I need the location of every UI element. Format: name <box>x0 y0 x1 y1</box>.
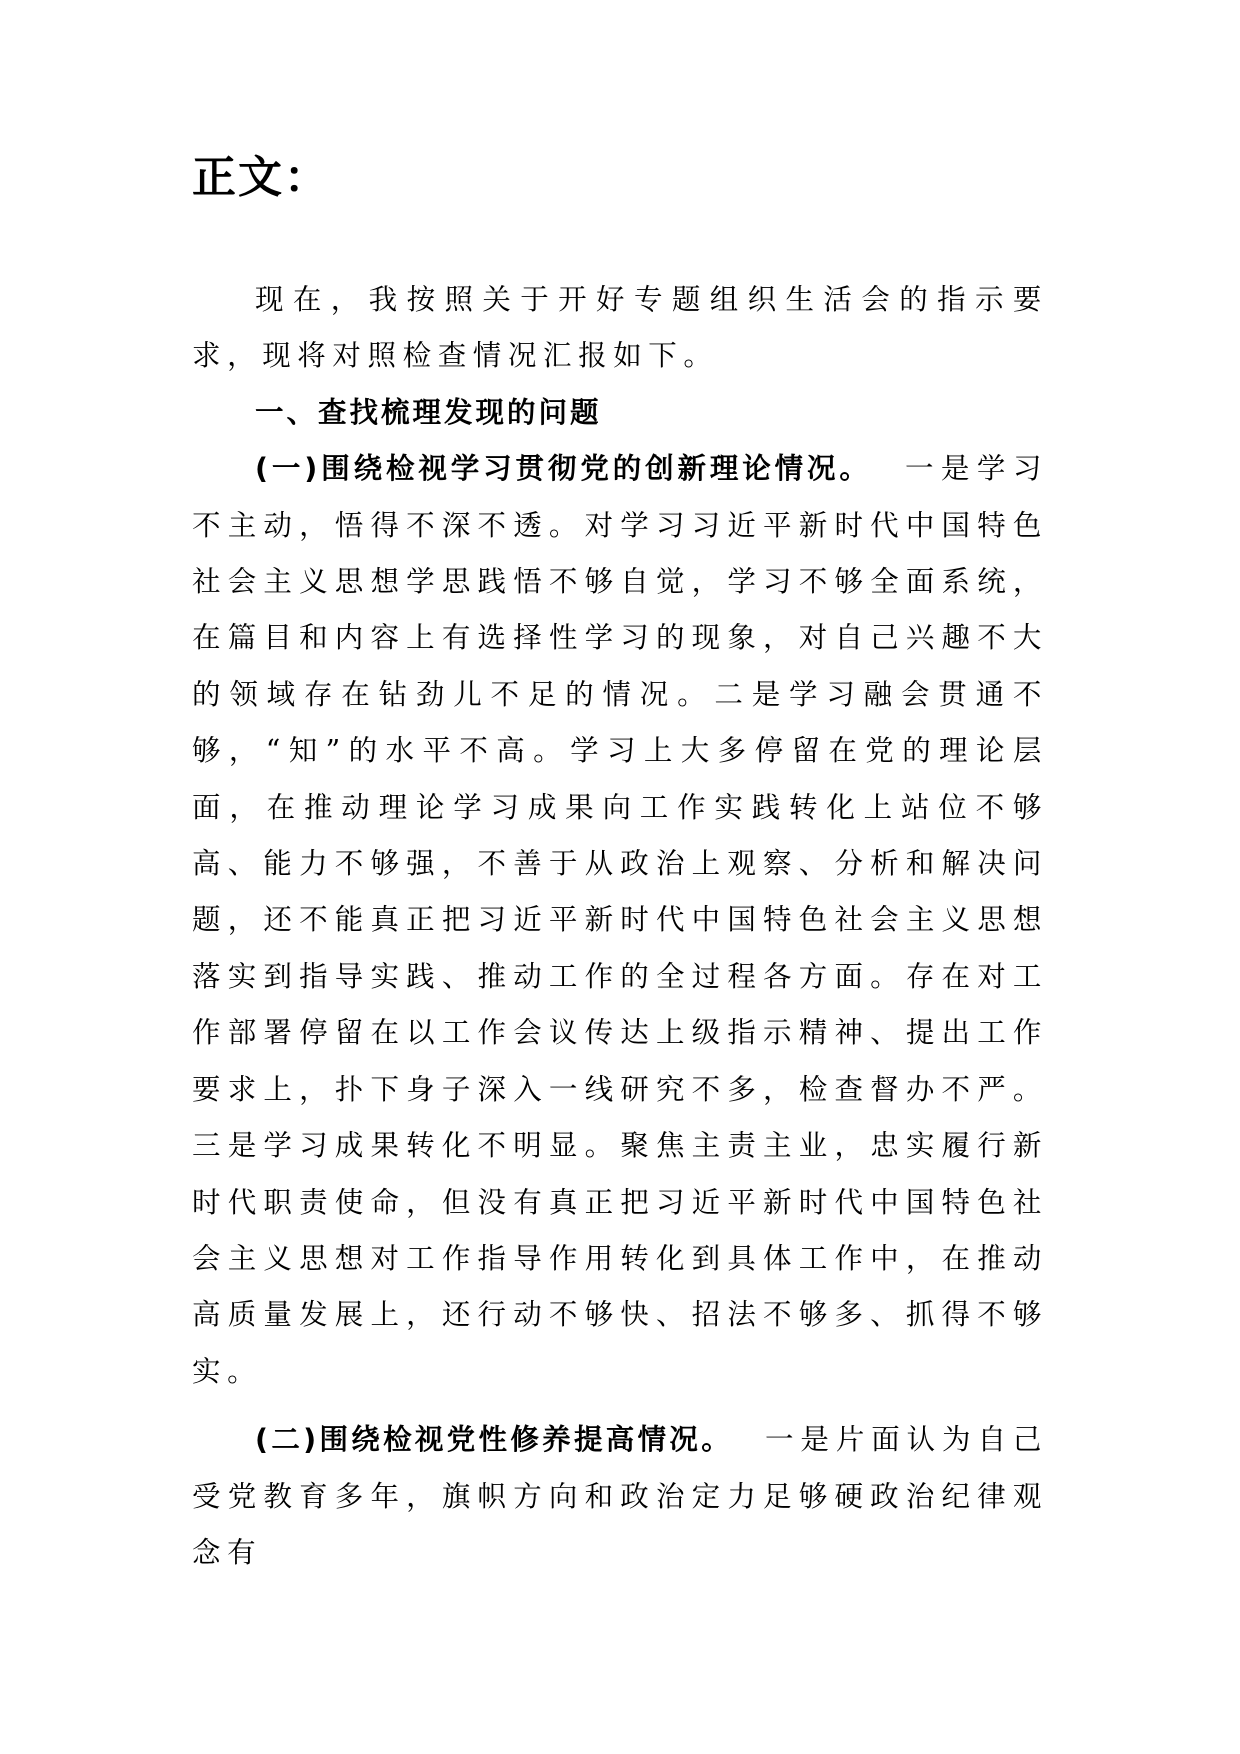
paragraph-gap <box>192 1400 1048 1412</box>
subsection-lead-party-spirit: (二)围绕检视党性修养提高情况。 <box>255 1423 734 1457</box>
subsection-lead-theory: (一)围绕检视学习贯彻党的创新理论情况。 <box>255 452 872 486</box>
subsection-paragraph-party-spirit <box>192 1412 1048 1581</box>
section-heading-problems: 一、查找梳理发现的问题 <box>255 395 602 429</box>
subsection-paragraph-theory <box>192 441 1048 1400</box>
intro-paragraph: 现在，我按照关于开好专题组织生活会的指示要求，现将对照检查情况汇报如下。 <box>192 283 1048 373</box>
document-body <box>192 272 1048 1581</box>
document-heading: 正文： <box>192 152 330 203</box>
subsection-text-theory: 一是学习不主动，悟得不深不透。对学习习近平新时代中国特色社会主义思想学思践悟不够自觉，学习不够全面系统，在篇目和内容上有选择性学习的现象，对自己兴趣不大的领域存在钻劲儿不足的情况。二是学习融会贯通不够，“知”的水平不高。学习上大多停留在党的理论层面，在推动理论学习成果向工作实践转化上站位不够高、能力不够强，不善于从政治上观察、分析和解决问题，还不能真正把习近平新时代中国特色社会主义思想落实到指导实践、推动工作的全过程各方面。存在对工作部署停留在以工作会议传达上级指示精神、提出工作要求上，扑下身子深入一线研究不多，检查督办不严。三是学习成果转化不明显。聚焦主责主业，忠实履行新时代职责使命，但没有真正把习近平新时代中国特色社会主义思想对工作指导作用转化到具体工作中，在推动高质量发展上，还行动不够快、招法不够多、抓得不够实。 <box>192 452 1049 1388</box>
subsection-text-party-spirit: 一是片面认为自己受党教育多年，旗帜方向和政治定力足够硬政治纪律观念有 <box>192 1423 1048 1569</box>
